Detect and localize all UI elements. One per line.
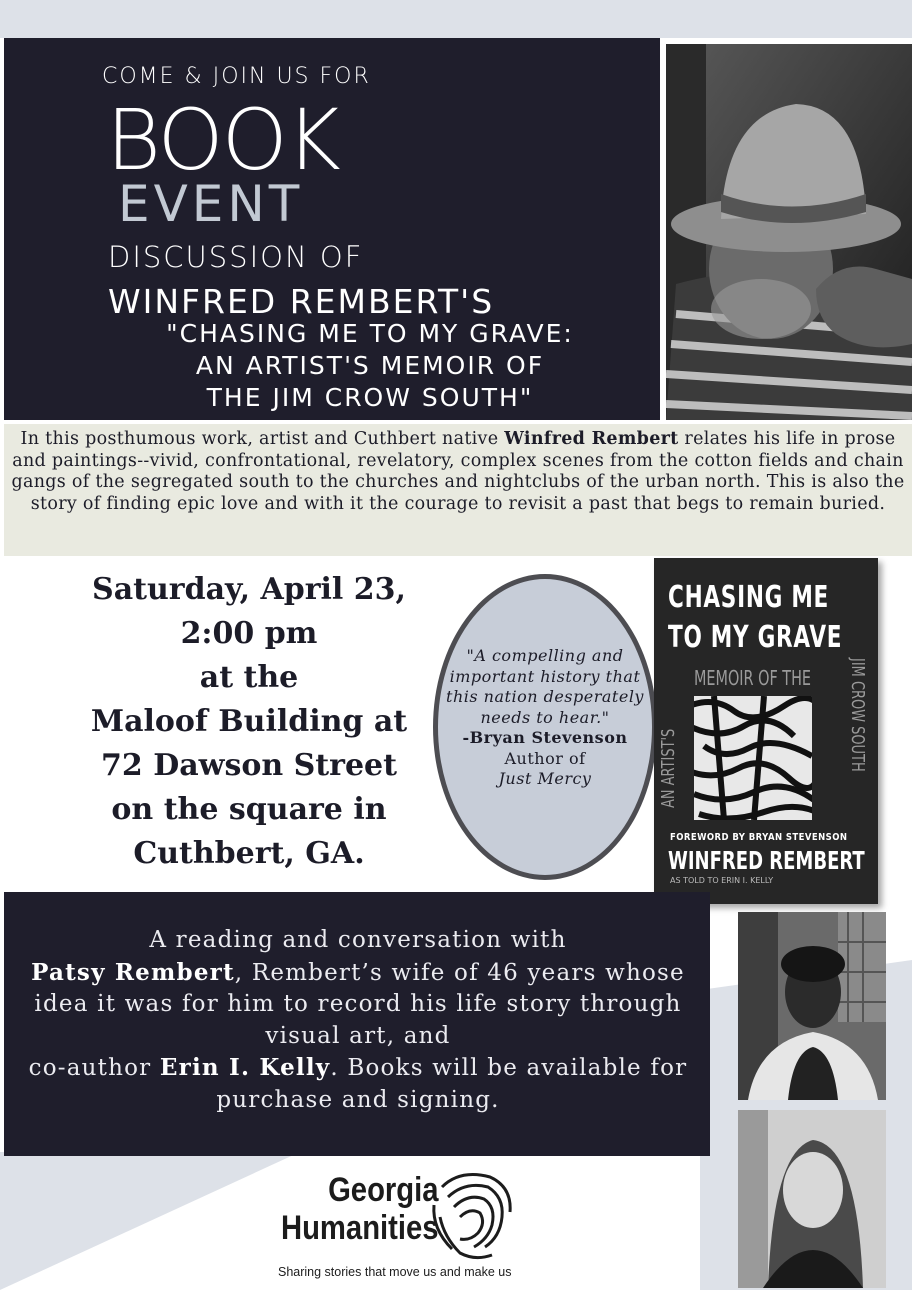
book-cover [654,558,878,904]
cover-title-line2: TO MY GRAVE [668,620,843,655]
cover-subtitle-right: JIM CROW SOUTH [847,658,868,772]
event-at: at the [199,660,299,695]
top-strip [0,0,912,38]
quote-attribution: -Bryan Stevenson [462,728,628,747]
event-street: 72 Dawson Street [101,748,397,783]
cover-subtitle-mid: MEMOIR OF THE [694,666,812,690]
discussion-heading: DISCUSSION OF [108,240,364,274]
event-city: Cuthbert, GA. [133,836,365,871]
cover-title-line1: CHASING ME [668,580,830,615]
come-join-heading: COME & JOIN US FOR [102,64,371,89]
book-heading: BOOK [106,91,339,189]
winfred-rembert-photo-art [666,44,912,420]
cover-as-told: AS TOLD TO ERIN I. KELLY [670,876,774,885]
patsy-description: , Rembert’s wife of 46 years whose idea it was for him to record his life story through visual art, and [34,959,685,1049]
patsy-rembert-name: Patsy Rembert [31,958,235,986]
erin-kelly-photo-art [738,1110,886,1288]
author-heading: WINFRED REMBERT'S [108,282,495,321]
description-text: In this posthumous work, artist and Cuthbert native [20,429,505,449]
reading-description [20,925,696,1116]
erin-kelly-name: Erin I. Kelly [159,1054,331,1081]
cover-painting [694,696,812,820]
stevenson-quote [440,646,650,790]
event-square: on the square in [111,792,387,827]
coauthor-prefix: co-author [28,1055,160,1081]
reading-closing: . Books will be available for purchase and signing. [216,1055,688,1113]
event-time: 2:00 pm [180,616,318,651]
fingerprint-icon [430,1167,516,1263]
erin-kelly-photo [738,1110,886,1288]
book-description [10,429,906,515]
description-text-continued: relates his life in prose and paintings--vivid, confrontational, revelatory, complex scenes from the cotton fields and chain gangs of the segregated south to the churches and nightclubs of the urban north. This is also the story of finding epic love and with it the courage to revisit a past that begs to remain buried. [11,429,905,514]
event-heading: EVENT [118,175,304,233]
quote-body: "A compelling and important history that this nation desperately needs to hear." [446,646,644,727]
cover-foreword: FOREWORD BY BRYAN STEVENSON [670,832,848,843]
book-title-heading: "CHASING ME TO MY GRAVE: AN ARTIST'S MEMOIR OF THE JIM CROW SOUTH" [166,319,574,412]
patsy-rembert-photo-art [738,912,886,1100]
event-details [44,568,454,876]
cover-author: WINFRED REMBERT [668,846,865,875]
logo-tagline: Sharing stories that move us and make us [278,1265,512,1279]
patsy-rembert-photo [738,912,886,1100]
description-author-name: Winfred Rembert [504,429,679,449]
quote-role: Author of [504,748,586,768]
logo-name: Georgia Humanities [280,1171,439,1247]
quote-work: Just Mercy [498,769,592,788]
georgia-humanities-logo [270,1165,520,1285]
cover-subtitle-left: AN ARTIST'S [658,728,679,808]
reading-intro: A reading and conversation with [149,927,567,953]
winfred-rembert-photo [666,44,912,420]
event-venue: Maloof Building at [90,704,408,739]
event-date: Saturday, April 23, [92,572,406,607]
